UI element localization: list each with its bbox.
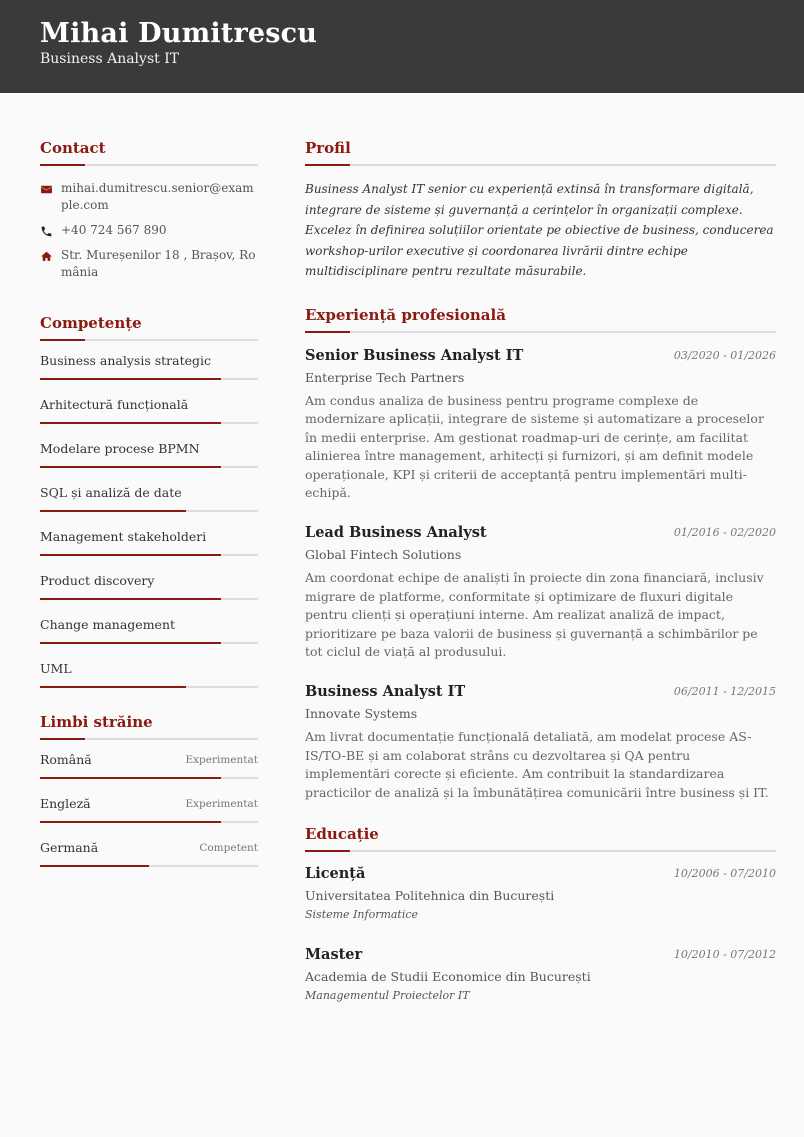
experience-item	[305, 523, 776, 662]
field-of-study: Sisteme Informatice	[305, 908, 419, 922]
skill-level-bar	[40, 598, 258, 600]
institution-name: Academia de Studii Economice din București	[305, 969, 591, 985]
section-divider	[305, 164, 776, 166]
education-dates: 10/2006 - 07/2010	[673, 867, 776, 881]
language-level-fill	[40, 865, 149, 867]
mail-icon	[40, 180, 61, 196]
language-name: Germană	[40, 840, 99, 855]
education-header	[305, 864, 776, 884]
language-level-bar	[40, 777, 258, 779]
skill-level-bar	[40, 378, 258, 380]
section-divider	[40, 339, 258, 341]
skill-label: Product discovery	[40, 573, 155, 588]
languages-list	[40, 751, 258, 883]
job-title: Senior Business Analyst IT	[305, 346, 524, 364]
email-text[interactable]: mihai.dumitrescu.senior@example.com	[61, 181, 254, 212]
education-item	[305, 864, 776, 923]
profile-section	[305, 138, 776, 282]
phone-text[interactable]: +40 724 567 890	[61, 223, 167, 237]
skill-level-bar	[40, 554, 258, 556]
skill-label: Management stakeholderi	[40, 529, 207, 544]
skill-item	[40, 572, 258, 616]
skill-item	[40, 660, 258, 704]
skills-section	[40, 313, 258, 704]
skill-label: Arhitectură funcțională	[40, 397, 189, 412]
experience-header	[305, 682, 776, 702]
section-divider	[40, 164, 258, 166]
education-list	[305, 864, 776, 1004]
language-item	[40, 839, 258, 883]
left-column	[40, 138, 258, 883]
skill-label: Business analysis strategic	[40, 353, 212, 368]
skill-level-fill	[40, 510, 186, 512]
section-title: Experiență profesională	[305, 305, 506, 324]
education-section	[305, 824, 776, 1004]
field-of-study: Managementul Proiectelor IT	[305, 989, 470, 1003]
skill-level-fill	[40, 642, 221, 644]
education-item	[305, 945, 776, 1004]
experience-header	[305, 346, 776, 366]
job-description: Am condus analiza de business pentru programe complexe de modernizare aplicații, integrare de sisteme și automatizare a proceselor în medii enterprise. Am gestionat roadmap-uri de cerințe, am facilitat alinierea între management, arhitecți și furnizori, și am definit modele operaționale, KPI și criterii de acceptanță pentru implementări multi-echipă.	[305, 392, 764, 501]
address-text: Str. Mureșenilor 18 , Brașov, România	[61, 248, 256, 279]
experience-header	[305, 523, 776, 543]
language-level: Experimentat	[185, 754, 258, 766]
job-dates: 03/2020 - 01/2026	[673, 348, 776, 362]
section-title: Educație	[305, 825, 379, 844]
person-role: Business Analyst IT	[40, 51, 180, 67]
contact-phone[interactable]	[40, 222, 258, 239]
languages-section	[40, 712, 258, 883]
skill-item	[40, 396, 258, 440]
skill-item	[40, 440, 258, 484]
skill-level-fill	[40, 466, 221, 468]
language-name: Română	[40, 752, 92, 767]
experience-item	[305, 682, 776, 802]
experience-item	[305, 346, 776, 504]
language-level: Competent	[199, 842, 258, 854]
section-divider	[305, 331, 776, 333]
experience-section	[305, 305, 776, 803]
skill-level-bar	[40, 466, 258, 468]
degree-title: Master	[305, 946, 363, 964]
company-name: Global Fintech Solutions	[305, 547, 462, 563]
section-divider	[305, 850, 776, 852]
institution-name: Universitatea Politehnica din București	[305, 888, 555, 904]
skill-level-fill	[40, 422, 221, 424]
degree-title: Licență	[305, 865, 366, 883]
language-item	[40, 751, 258, 795]
contact-address	[40, 247, 258, 281]
skill-label: Modelare procese BPMN	[40, 441, 200, 456]
skill-label: SQL și analiză de date	[40, 485, 182, 500]
language-level-fill	[40, 821, 221, 823]
education-dates: 10/2010 - 07/2012	[673, 948, 776, 962]
skill-level-bar	[40, 510, 258, 512]
skill-level-fill	[40, 598, 221, 600]
skill-level-fill	[40, 554, 221, 556]
phone-icon	[40, 222, 61, 238]
home-icon	[40, 247, 61, 263]
skills-list	[40, 352, 258, 704]
right-column	[305, 138, 776, 1004]
contact-email[interactable]	[40, 180, 258, 214]
language-name: Engleză	[40, 796, 91, 811]
company-name: Innovate Systems	[305, 706, 418, 722]
language-level-bar	[40, 821, 258, 823]
skill-label: UML	[40, 661, 72, 676]
section-divider	[40, 738, 258, 740]
person-name: Mihai Dumitrescu	[40, 18, 318, 49]
section-title: Contact	[40, 139, 106, 157]
job-title: Lead Business Analyst	[305, 524, 487, 542]
language-item	[40, 795, 258, 839]
skill-level-fill	[40, 378, 221, 380]
section-title: Profil	[305, 139, 351, 157]
contact-section	[40, 138, 258, 281]
experience-list	[305, 346, 776, 803]
skill-item	[40, 616, 258, 660]
skill-level-fill	[40, 686, 186, 688]
language-level: Experimentat	[185, 798, 258, 810]
job-dates: 06/2011 - 12/2015	[673, 685, 776, 699]
skill-level-bar	[40, 422, 258, 424]
skill-level-bar	[40, 642, 258, 644]
header-banner	[0, 0, 804, 93]
skill-item	[40, 484, 258, 528]
skill-level-bar	[40, 686, 258, 688]
job-description: Am coordonat echipe de analiști în proiecte din zona financiară, inclusiv migrare de platforme, conformitate și optimizare de fluxuri digitale pentru clienți și operațiuni interne. Am realizat analiză de impact, prioritizare pe baza valorii de business și guvernanță a schimbărilor pe tot ciclul de viață al produsului.	[305, 570, 764, 660]
section-title: Limbi străine	[40, 713, 153, 731]
skill-item	[40, 352, 258, 396]
profile-summary: Business Analyst IT senior cu experiență extinsă în transformare digitală, integrare de sisteme și guvernanță a cerințelor în organizații complexe. Excelez în definirea soluțiilor orientate pe obiective de business, conducerea workshop-urilor executive și coordonarea livrării dintre echipe multidisciplinare pentru rezultate măsurabile.	[305, 182, 774, 278]
language-level-bar	[40, 865, 258, 867]
section-title: Competențe	[40, 314, 142, 332]
job-dates: 01/2016 - 02/2020	[673, 526, 776, 540]
job-description: Am livrat documentație funcțională detaliată, am modelat procese AS-IS/TO-BE și am colaborat strâns cu dezvoltarea și QA pentru implementări corecte și eficiente. Am contribuit la standardizarea practicilor de analiză și la îmbunătățirea comunicării între business și IT.	[305, 729, 769, 800]
language-level-fill	[40, 777, 221, 779]
skill-label: Change management	[40, 617, 176, 632]
skill-item	[40, 528, 258, 572]
job-title: Business Analyst IT	[305, 683, 466, 701]
education-header	[305, 945, 776, 965]
company-name: Enterprise Tech Partners	[305, 369, 465, 385]
